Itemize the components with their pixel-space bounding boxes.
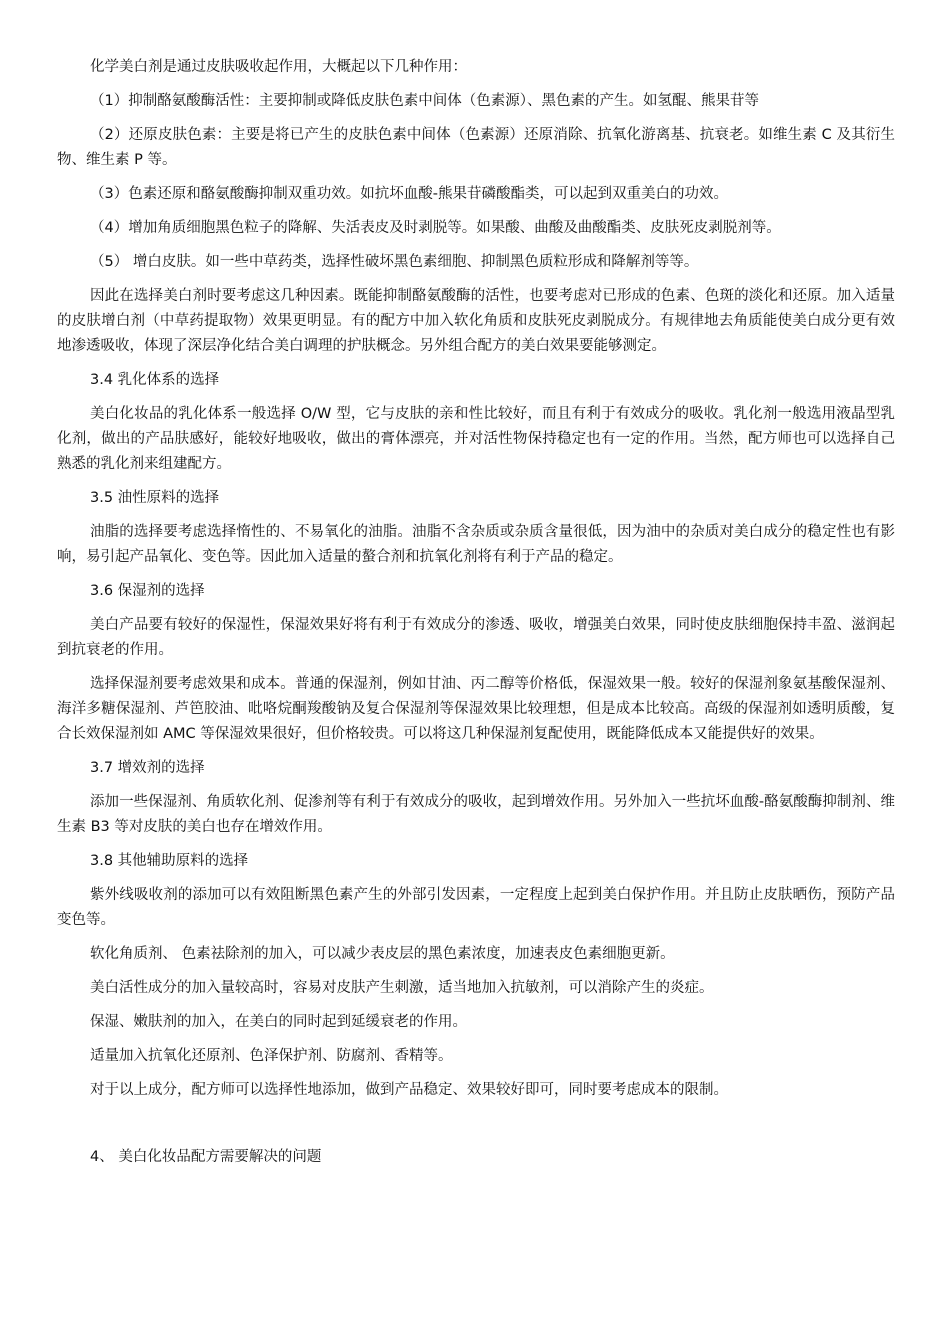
section-3-8-line-1: 软化角质剂、 色素祛除剂的加入，可以减少表皮层的黑色素浓度，加速表皮色素细胞更新。 xyxy=(90,946,675,962)
summary-paragraph: 因此在选择美白剂时要考虑这几种因素。既能抑制酪氨酸酶的活性，也要考虑对已形成的色素、色斑的淡化和还原。加入适量的皮肤增白剂（中草药提取物）效果更明显。有的配方中加入软化角质和皮肤死皮剥脱成分。有规律地去角质能使美白成分更有效地渗透吸收，体现了深层净化结合美白调理的护肤概念。另外组合配方的美白效果要能够测定。 xyxy=(57,288,895,354)
section-3-8-line-4: 适量加入抗氧化还原剂、色泽保护剂、防腐剂、香精等。 xyxy=(90,1048,453,1064)
section-3-8-paragraph: 紫外线吸收剂的添加可以有效阻断黑色素产生的外部引发因素，一定程度上起到美白保护作用。并且防止皮肤晒伤，预防产品变色等。 xyxy=(57,887,895,928)
section-3-8-heading: 3.8 其他辅助原料的选择 xyxy=(90,853,249,869)
section-3-4-heading: 3.4 乳化体系的选择 xyxy=(90,372,220,388)
section-3-6-paragraph-2: 选择保湿剂要考虑效果和成本。普通的保湿剂，例如甘油、丙二醇等价格低，保湿效果一般。较好的保湿剂象氨基酸保湿剂、海洋多糖保湿剂、芦笆胶油、吡咯烷酮羧酸钠及复合保湿剂等保湿效果比较理想，但是成本比较高。高级的保湿剂如透明质酸，复合长效保湿剂如 AMC 等保湿效果很好，但价格较贵。可以将这几种保湿剂复配使用，既能降低成本又能提供好的效果。 xyxy=(57,676,895,742)
effect-item-2: （2）还原皮肤色素：主要是将已产生的皮肤色素中间体（色素源）还原消除、抗氧化游离基、抗衰老。如维生素 C 及其衍生物、维生素 P 等。 xyxy=(57,127,895,168)
effect-item-4: （4）增加角质细胞黑色粒子的降解、失活表皮及时剥脱等。如果酸、曲酸及曲酸酯类、皮肤死皮剥脱剂等。 xyxy=(90,220,781,236)
section-3-7-heading: 3.7 增效剂的选择 xyxy=(90,760,205,776)
section-4-heading: 4、 美白化妆品配方需要解决的问题 xyxy=(90,1149,322,1165)
section-3-7-paragraph: 添加一些保湿剂、角质软化剂、促渗剂等有利于有效成分的吸收，起到增效作用。另外加入一些抗坏血酸-酪氨酸酶抑制剂、维生素 B3 等对皮肤的美白也存在增效作用。 xyxy=(57,794,895,835)
effect-item-3: （3）色素还原和酪氨酸酶抑制双重功效。如抗坏血酸-熊果苷磷酸酯类，可以起到双重美白的功效。 xyxy=(90,186,728,202)
section-3-8-line-3: 保湿、嫩肤剂的加入，在美白的同时起到延缓衰老的作用。 xyxy=(90,1014,467,1030)
section-3-6-paragraph-1: 美白产品要有较好的保湿性，保湿效果好将有利于有效成分的渗透、吸收，增强美白效果，同时使皮肤细胞保持丰盈、滋润起到抗衰老的作用。 xyxy=(57,617,895,658)
section-3-6-heading: 3.6 保湿剂的选择 xyxy=(90,583,205,599)
section-3-4-paragraph: 美白化妆品的乳化体系一般选择 O/W 型，它与皮肤的亲和性比较好，而且有利于有效成分的吸收。乳化剂一般选用液晶型乳化剂，做出的产品肤感好，能较好地吸收，做出的膏体漂亮，并对活性物保持稳定也有一定的作用。当然，配方师也可以选择自己熟悉的乳化剂来组建配方。 xyxy=(57,406,895,472)
effect-item-1: （1）抑制酪氨酸酶活性：主要抑制或降低皮肤色素中间体（色素源）、黑色素的产生。如氢醌、熊果苷等 xyxy=(90,93,759,109)
section-3-8-line-2: 美白活性成分的加入量较高时，容易对皮肤产生刺激，适当地加入抗敏剂，可以消除产生的炎症。 xyxy=(90,980,714,996)
effect-item-5: （5） 增白皮肤。如一些中草药类，选择性破坏黑色素细胞、抑制黑色质粒形成和降解剂等等。 xyxy=(90,254,699,270)
section-3-5-heading: 3.5 油性原料的选择 xyxy=(90,490,220,506)
document-body xyxy=(57,55,895,1170)
section-3-8-line-5: 对于以上成分，配方师可以选择性地添加，做到产品稳定、效果较好即可，同时要考虑成本的限制。 xyxy=(90,1082,728,1098)
section-3-5-paragraph: 油脂的选择要考虑选择惰性的、不易氧化的油脂。油脂不含杂质或杂质含量很低，因为油中的杂质对美白成分的稳定性也有影响，易引起产品氧化、变色等。因此加入适量的螯合剂和抗氧化剂将有利于产品的稳定。 xyxy=(57,524,895,565)
intro-paragraph: 化学美白剂是通过皮肤吸收起作用，大概起以下几种作用： xyxy=(90,59,467,75)
